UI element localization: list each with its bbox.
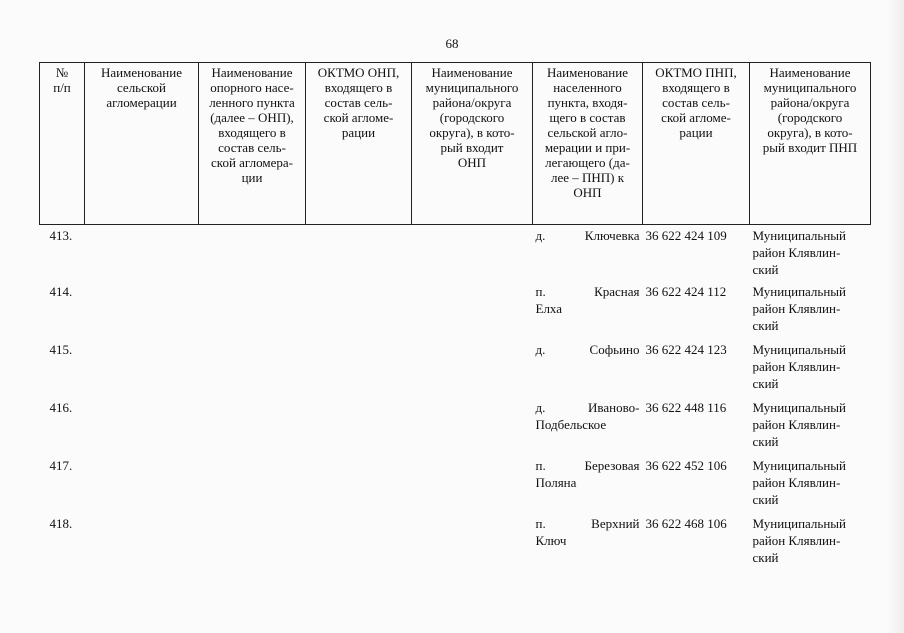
col-header-pnp-name: Наименование населенного пункта, входя- щего в состав сельской агло- мерации и при- легающего (да- лее – ПНП) к ОНП [533, 63, 643, 225]
row-number: 417. [49, 457, 73, 473]
page-number: 68 [445, 36, 459, 51]
col-header-pnp-district: Наименование муниципального района/округа (городского округа), в кото- рый входит ПНП [750, 63, 871, 225]
pnp-district-cell: Муниципальный район Клявлин- ский [752, 399, 846, 449]
pnp-district-cell: Муниципальный район Клявлин- ский [752, 515, 846, 565]
table-row [40, 457, 871, 515]
scan-edge-shadow [886, 0, 904, 633]
onp-district-cell [412, 283, 533, 341]
pnp-name-cell [533, 399, 643, 457]
pnp-name-line1: д. Иваново- [535, 399, 640, 415]
agglomeration-cell [85, 283, 199, 341]
col-header-onp-name: Наименование опорного насе- ленного пункта (далее – ОНП), входящего в состав сель- ской агломера- ции [199, 63, 306, 225]
onp-name-cell [199, 457, 306, 515]
row-number: 414. [49, 283, 73, 299]
onp-district-cell [412, 225, 533, 283]
row-number: 413. [49, 228, 73, 243]
pnp-name-line1: п. Верхний [535, 515, 640, 531]
pnp-name-line1: д. Ключевка [535, 228, 640, 243]
pnp-name-cell [533, 515, 643, 573]
pnp-oktmo-cell: 36 622 424 112 [645, 283, 727, 299]
agglomeration-cell [85, 457, 199, 515]
table-row [40, 225, 871, 283]
onp-district-cell [412, 399, 533, 457]
pnp-name-line1: п. Красная [535, 283, 640, 299]
onp-oktmo-cell [306, 515, 412, 573]
col-header-onp-district: Наименование муниципального района/округа (городского округа), в кото- рый входит ОНП [412, 63, 533, 225]
pnp-name-cell [533, 283, 643, 341]
pnp-oktmo-cell: 36 622 424 109 [645, 228, 727, 243]
pnp-name-line2: Елха [535, 300, 563, 316]
onp-district-cell [412, 341, 533, 399]
agglomeration-table [39, 62, 871, 573]
table-row [40, 515, 871, 573]
agglomeration-cell [85, 515, 199, 573]
onp-name-cell [199, 225, 306, 283]
pnp-oktmo-cell: 36 622 424 123 [645, 341, 727, 357]
pnp-name-line2: Подбельское [535, 416, 607, 432]
agglomeration-cell [85, 341, 199, 399]
onp-district-cell [412, 457, 533, 515]
pnp-name-cell [533, 341, 643, 399]
table-row [40, 283, 871, 341]
onp-oktmo-cell [306, 225, 412, 283]
table-row [40, 399, 871, 457]
onp-oktmo-cell [306, 283, 412, 341]
pnp-district-cell: Муниципальный район Клявлин- ский [752, 341, 846, 391]
col-header-pnp-oktmo: ОКТМО ПНП, входящего в состав сель- ской агломе- рации [643, 63, 750, 225]
pnp-oktmo-cell: 36 622 468 106 [645, 515, 727, 531]
row-number: 418. [49, 515, 73, 531]
pnp-name-line2: Поляна [535, 474, 577, 490]
pnp-district-cell: Муниципальный район Клявлин- ский [752, 228, 846, 277]
row-number: 415. [49, 341, 73, 357]
onp-name-cell [199, 515, 306, 573]
onp-name-cell [199, 399, 306, 457]
pnp-name-cell [533, 457, 643, 515]
pnp-district-cell: Муниципальный район Клявлин- ский [752, 283, 846, 333]
onp-district-cell [412, 515, 533, 573]
onp-oktmo-cell [306, 341, 412, 399]
col-header-onp-oktmo: ОКТМО ОНП, входящего в состав сель- ской агломе- рации [306, 63, 412, 225]
agglomeration-cell [85, 399, 199, 457]
col-header-agglomeration-name: Наименование сельской агломерации [85, 63, 199, 225]
onp-oktmo-cell [306, 399, 412, 457]
pnp-name-line1: д. Софьино [535, 341, 640, 357]
onp-name-cell [199, 341, 306, 399]
onp-oktmo-cell [306, 457, 412, 515]
pnp-name-line2: Ключ [535, 532, 567, 548]
table-row [40, 341, 871, 399]
row-number: 416. [49, 399, 73, 415]
pnp-district-cell: Муниципальный район Клявлин- ский [752, 457, 846, 507]
pnp-oktmo-cell: 36 622 452 106 [645, 457, 727, 473]
agglomeration-cell [85, 225, 199, 283]
onp-name-cell [199, 283, 306, 341]
pnp-oktmo-cell: 36 622 448 116 [645, 399, 727, 415]
table-header-row [40, 63, 871, 225]
pnp-name-line1: п. Березовая [535, 457, 640, 473]
pnp-name-cell [533, 225, 643, 283]
col-header-number: № п/п [40, 63, 85, 225]
